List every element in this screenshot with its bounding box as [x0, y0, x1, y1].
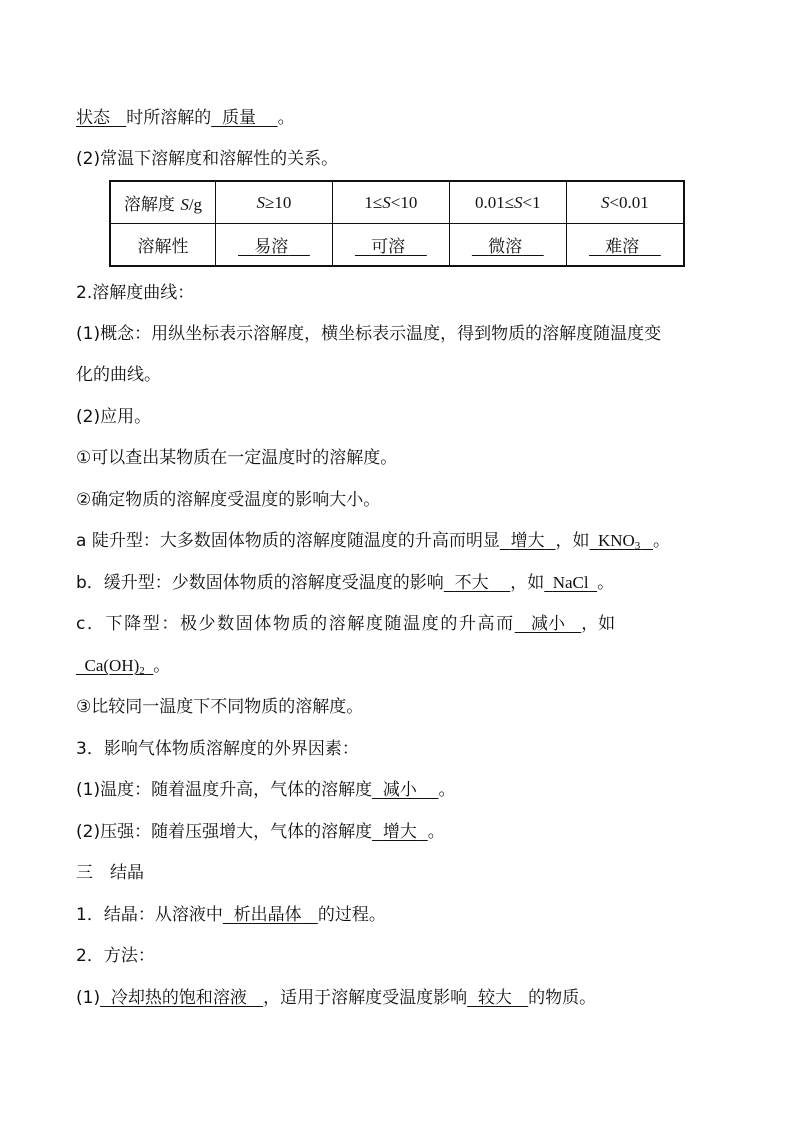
text: ，如: [510, 573, 545, 593]
text: 1．结晶：从溶液中: [76, 905, 223, 925]
blank-answer: 冷却热的饱和溶液: [110, 988, 247, 1008]
table-cell: 溶解性: [110, 224, 216, 267]
text: ，适用于溶解度受温度影响: [263, 988, 468, 1008]
table-cell: 难溶: [566, 224, 684, 267]
text-line: ②确定物质的溶解度受温度的影响大小。: [76, 490, 381, 510]
text: 。: [653, 531, 671, 551]
text: ，如: [555, 531, 590, 551]
text: 时所溶解的: [126, 108, 212, 128]
text: 。: [597, 573, 615, 593]
text-line: (2)应用。: [76, 407, 152, 427]
text: c．下降型：极少数固体物质的溶解度随温度的升高而: [76, 614, 515, 634]
blank-answer: 减小: [530, 614, 565, 634]
text-line: [76, 612, 615, 636]
blank-state: 状态: [76, 108, 110, 128]
table-cell: S<0.01: [566, 181, 684, 224]
blank-answer: 增大: [382, 822, 417, 842]
text: 。: [277, 108, 295, 128]
blank-answer: 增大: [510, 531, 545, 551]
table-cell: 易溶: [216, 224, 333, 267]
text-line: [76, 106, 295, 130]
text: ，如: [581, 614, 616, 634]
text-line: [76, 529, 670, 553]
table-cell: 1≤S<10: [332, 181, 449, 224]
text-line: [76, 903, 386, 927]
table-cell: S≥10: [216, 181, 333, 224]
text-line: [76, 778, 456, 802]
section-heading: (2)常温下溶解度和溶解性的关系。: [76, 149, 339, 169]
blank-answer: $KNO_3$: [597, 531, 641, 552]
text-line: 化的曲线。: [76, 365, 161, 385]
text-line: ③比较同一温度下不同物质的溶解度。: [76, 697, 364, 717]
text-line: [76, 571, 614, 595]
text-line: [76, 654, 170, 678]
section-heading: 2.溶解度曲线：: [76, 283, 195, 303]
blank-answer: $Ca(OH)_2$: [84, 656, 145, 677]
text: 的过程。: [317, 905, 386, 925]
text: 。: [427, 822, 445, 842]
table-row: [110, 224, 684, 267]
text: (1)温度：随着温度升高，气体的溶解度: [76, 780, 373, 800]
blank-answer: 减小: [382, 780, 417, 800]
table-cell: 微溶: [449, 224, 566, 267]
section-heading: 三 结晶: [76, 863, 144, 883]
text: b．缓升型：少数固体物质的溶解度受温度的影响: [76, 573, 444, 593]
blank-answer: 析出晶体: [233, 905, 302, 925]
text-line: (1)概念：用纵坐标表示溶解度，横坐标表示温度，得到物质的溶解度随温度变: [76, 324, 662, 344]
table-row: [110, 181, 684, 224]
blank-answer: 较大: [477, 988, 512, 1008]
text: 的物质。: [528, 988, 597, 1008]
text: a 陡升型：大多数固体物质的溶解度随温度的升高而明显: [76, 531, 500, 551]
blank-answer: 不大: [454, 573, 489, 593]
text: (1): [76, 988, 101, 1008]
text-line: 2．方法：: [76, 946, 155, 966]
table-cell: 可溶: [332, 224, 449, 267]
text-line: ①可以查出某物质在一定温度时的溶解度。: [76, 448, 398, 468]
table-cell: 0.01≤S<1: [449, 181, 566, 224]
blank-answer: NaCl: [552, 573, 589, 592]
text-line: [76, 986, 596, 1010]
text: 。: [153, 656, 171, 676]
blank-answer: 质量: [222, 108, 257, 128]
text: (2)压强：随着压强增大，气体的溶解度: [76, 822, 373, 842]
text-line: [76, 820, 445, 844]
table-cell: 溶解度 S/g: [110, 181, 216, 224]
solubility-table: [109, 180, 685, 267]
section-heading: 3．影响气体物质溶解度的外界因素：: [76, 739, 359, 759]
text: 。: [438, 780, 456, 800]
